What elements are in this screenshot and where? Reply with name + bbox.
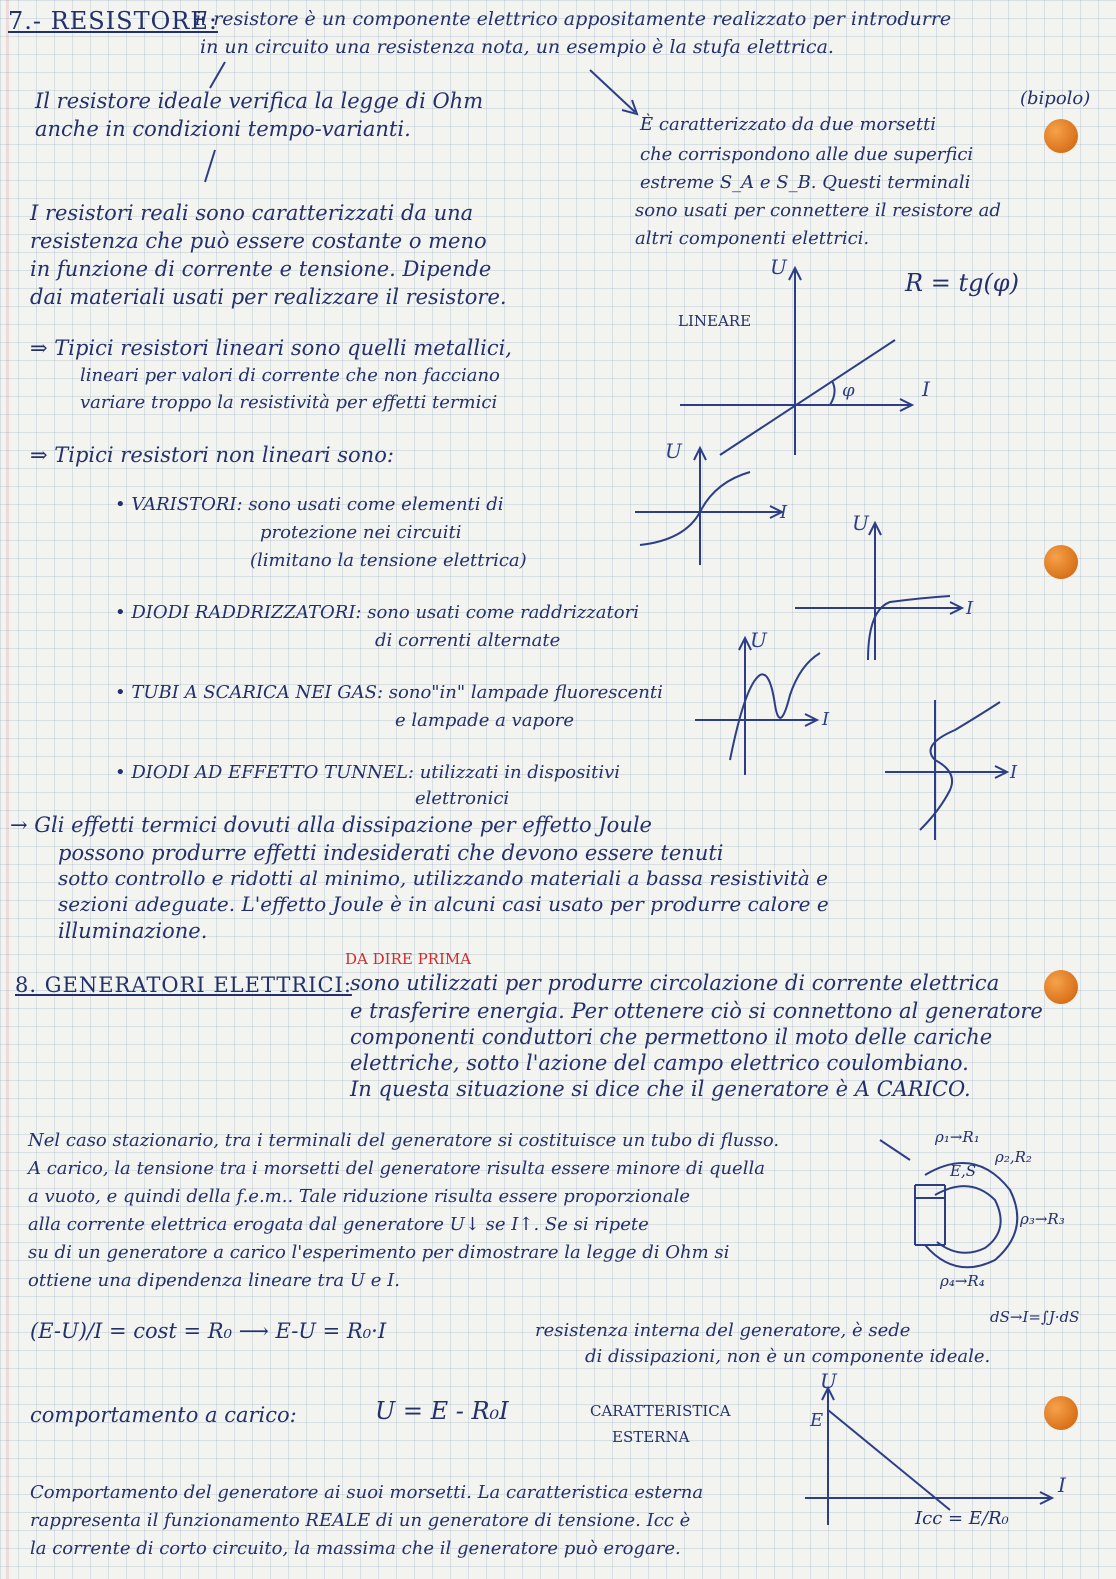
short-circuit-current-label: Icc = E/R₀ [915,1508,1009,1529]
final-paragraph-line: la corrente di corto circuito, la massima che il generatore può erogare. [30,1538,681,1559]
axis-label-u: U [852,511,869,535]
axis-label-i: I [1058,1473,1066,1497]
tubi-line: • TUBI A SCARICA NEI GAS: sono"in" lampade fluorescenti [115,682,663,703]
real-resistor-line: resistenza che può essere costante o meno [30,229,487,253]
axis-label-u: U [820,1369,837,1393]
nonlinear-intro: ⇒ Tipici resistori non lineari sono: [30,443,394,467]
final-paragraph-line: rappresenta il funzionamento REALE di un generatore di tensione. Icc è [30,1510,691,1531]
circuit-label: ρ₂,R₂ [995,1148,1032,1166]
varistori-line: (limitano la tensione elettrica) [250,550,527,571]
linear-graph-label: LINEARE [678,312,752,330]
joule-line: possono produrre effetti indesiderati che devono essere tenuti [58,841,724,865]
joule-line: illuminazione. [58,919,208,943]
angle-label-phi: φ [842,380,855,401]
note-da-dire-prima: DA DIRE PRIMA [345,950,472,968]
varistori-line: protezione nei circuiti [260,522,462,543]
linear-resistor-line: lineari per valori di corrente che non facciano [80,365,500,386]
section-7-intro-line: in un circuito una resistenza nota, un esempio è la stufa elettrica. [200,36,834,58]
stazionario-line: ottiene una dipendenza lineare tra U e I. [28,1270,400,1291]
real-resistor-line: I resistori reali sono caratterizzati da una [30,201,474,225]
axis-label-u: U [665,439,682,463]
morsetti-line: È caratterizzato da due morsetti [640,114,937,135]
section-8-intro-line: sono utilizzati per produrre circolazione di corrente elettrica [350,971,1000,995]
diodi-line: di correnti alternate [375,630,561,651]
joule-line: sotto controllo e ridotti al minimo, utilizzando materiali a bassa resistività e [58,866,828,890]
joule-line: → Gli effetti termici dovuti alla dissipazione per effetto Joule [10,813,652,837]
stazionario-line: Nel caso stazionario, tra i terminali del generatore si costituisce un tubo di flusso. [28,1130,780,1151]
real-resistor-line: in funzione di corrente e tensione. Dipende [30,257,492,281]
stazionario-line: A carico, la tensione tra i morsetti del generatore risulta essere minore di quella [28,1158,765,1179]
varistori-line: • VARISTORI: sono usati come elementi di [115,494,504,515]
linear-resistor-line: variare troppo la resistività per effetti termici [80,392,498,413]
internal-resistance-text: di dissipazioni, non è un componente ideale. [585,1346,991,1367]
final-paragraph-line: Comportamento del generatore ai suoi morsetti. La caratteristica esterna [30,1482,704,1503]
internal-resistance-text: resistenza interna del generatore, è sede [535,1320,911,1341]
section-7-title: 7.- RESISTORE: [8,7,218,35]
circuit-label: ρ₁→R₁ [935,1128,980,1146]
morsetti-line: sono usati per connettere il resistore ad [635,200,1001,221]
external-characteristic-label: ESTERNA [612,1428,690,1446]
axis-label-u: U [770,255,787,279]
axis-label-i: I [922,377,930,401]
axis-label-i: I [822,709,830,730]
stazionario-line: a vuoto, e quindi della f.e.m.. Tale riduzione risulta essere proporzionale [28,1186,691,1207]
circuit-label: dS→I=∫J·dS [990,1308,1080,1326]
ideal-resistor-text: Il resistore ideale verifica la legge di Ohm [35,89,484,113]
stazionario-line: alla corrente elettrica erogata dal generatore U↓ se I↑. Se si ripete [28,1214,649,1235]
section-8-intro-line: e trasferire energia. Per ottenere ciò si connettono al generatore [350,999,1043,1023]
linear-resistor-line: ⇒ Tipici resistori lineari sono quelli metallici, [30,336,512,360]
real-resistor-line: dai materiali usati per realizzare il resistore. [30,285,507,309]
section-8-intro-line: In questa situazione si dice che il generatore è A CARICO. [350,1077,971,1101]
axis-label-i: I [1010,762,1018,783]
section-8-intro-line: componenti conduttori che permettono il moto delle cariche [350,1025,993,1049]
tubi-line: e lampade a vapore [395,710,575,731]
morsetti-line: altri componenti elettrici. [635,228,870,249]
circuit-label: ρ₃→R₃ [1020,1210,1065,1228]
internal-resistance-equation: (E-U)/I = cost = R₀ ⟶ E-U = R₀·I [30,1319,387,1343]
section-8-intro-line: elettriche, sotto l'azione del campo elettrico coulombiano. [350,1051,969,1075]
morsetti-line: che corrispondono alle due superfici [640,144,974,165]
bipolo-label: (bipolo) [1020,88,1091,109]
section-7-intro-line: il resistore è un componente elettrico appositamente realizzato per introdurre [195,8,952,30]
axis-label-i: I [966,598,974,619]
morsetti-line: estreme S_A e S_B. Questi terminali [640,172,971,193]
circuit-label: E,S [950,1162,976,1180]
resistance-formula: R = tg(φ) [905,269,1019,297]
load-equation: U = E - R₀I [375,1397,509,1425]
axis-label-u: U [750,628,767,652]
ideal-resistor-text: anche in condizioni tempo-varianti. [35,117,411,141]
external-characteristic-label: CARATTERISTICA [590,1402,731,1420]
axis-label-i: I [780,502,788,523]
axis-label-e: E [810,1410,824,1431]
section-8-title: 8. GENERATORI ELETTRICI: [15,973,352,997]
stazionario-line: su di un generatore a carico l'esperimento per dimostrare la legge di Ohm si [28,1242,730,1263]
tunnel-line: • DIODI AD EFFETTO TUNNEL: utilizzati in dispositivi [115,762,621,783]
tunnel-line: elettronici [415,788,510,809]
load-behaviour-label: comportamento a carico: [30,1403,297,1427]
diodi-line: • DIODI RADDRIZZATORI: sono usati come raddrizzatori [115,602,639,623]
circuit-label: ρ₄→R₄ [940,1272,985,1290]
joule-line: sezioni adeguate. L'effetto Joule è in alcuni casi usato per produrre calore e [58,892,829,916]
